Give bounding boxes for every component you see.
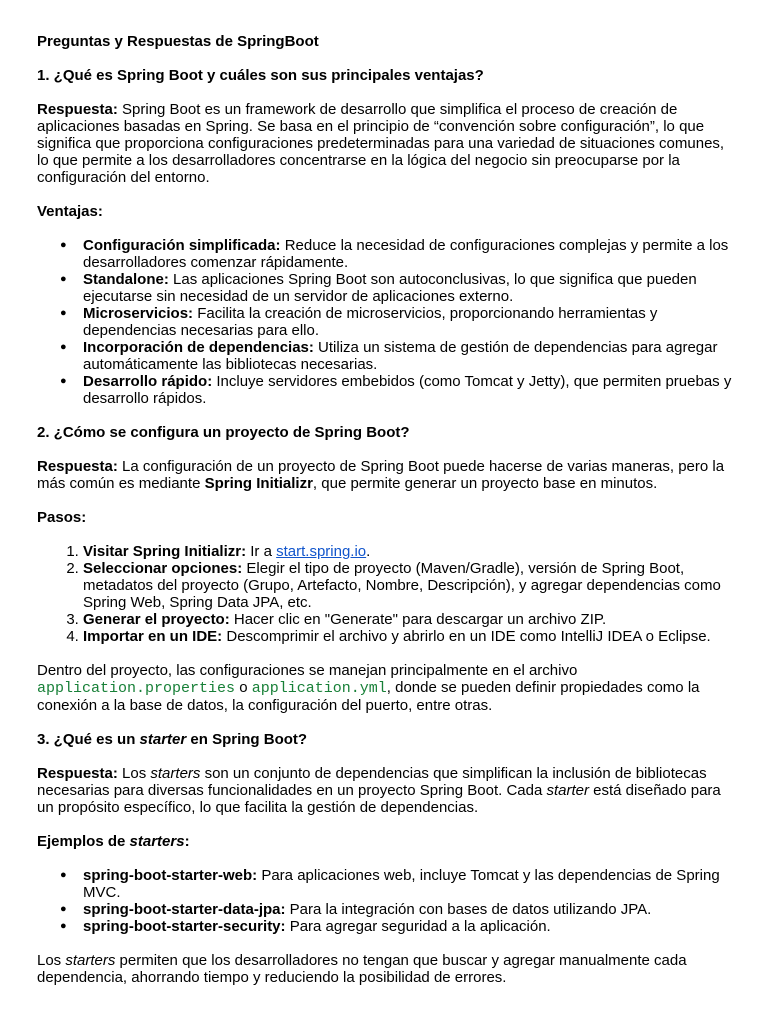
config-paragraph: Dentro del proyecto, las configuraciones se manejan principalmente en el archivo application.properties o application.yml, donde se pueden definir propiedades como la conexión a la base de datos, la configuración del puerto, entre otras. xyxy=(37,662,700,714)
question-2-heading: 2. ¿Cómo se configura un proyecto de Spring Boot? xyxy=(37,424,410,441)
answer-1-paragraph xyxy=(37,101,732,186)
answer-label: Respuesta: xyxy=(37,458,118,475)
list-item: ● Desarrollo rápido: Incluye servidores embebidos (como Tomcat y Jetty), que permiten pruebas y desarrollo rápidos. xyxy=(83,373,732,407)
starters-list xyxy=(37,867,732,935)
list-item: 1. Visitar Spring Initializr: Ir a start.spring.io. xyxy=(83,543,732,560)
list-item: ● spring-boot-starter-data-jpa: Para la integración con bases de datos utilizando JPA. xyxy=(83,901,732,918)
steps-heading: Pasos: xyxy=(37,509,87,526)
list-item: ● spring-boot-starter-web: Para aplicaciones web, incluye Tomcat y las dependencias de Spring MVC. xyxy=(83,867,732,901)
list-item: 2. Seleccionar opciones: Elegir el tipo de proyecto (Maven/Gradle), versión de Spring Boot, metadatos del proyecto (Grupo, Artefacto, Nombre, Descripción), y agregar dependencias como Spring Web, Spring Data JPA, etc. xyxy=(83,560,732,611)
answer-3-paragraph: Respuesta: Los starters son un conjunto de dependencias que simplifican la inclusión de bibliotecas necesarias para diversas funcionalidades en un proyecto Spring Boot. Cada starter está diseñado para un propósito específico, lo que facilita la gestión de dependencias. xyxy=(37,765,721,816)
answer-label: Respuesta: xyxy=(37,101,118,118)
question-3-heading: 3. ¿Qué es un starter en Spring Boot? xyxy=(37,731,308,748)
list-item: ● Configuración simplificada: Reduce la necesidad de configuraciones complejas y permite a los desarrolladores comenzar rápidamente. xyxy=(83,237,732,271)
answer-label: Respuesta: xyxy=(37,765,118,782)
answer-2-paragraph: Respuesta: La configuración de un proyecto de Spring Boot puede hacerse de varias maneras, pero la más común es mediante Spring Initializr, que permite generar un proyecto base en minutos. xyxy=(37,458,725,492)
list-item: ● Microservicios: Facilita la creación de microservicios, proporcionando herramientas y dependencias necesarias para ello. xyxy=(83,305,732,339)
document-title: Preguntas y Respuestas de SpringBoot xyxy=(37,33,319,50)
spring-initializr-link[interactable]: start.spring.io xyxy=(276,543,367,560)
code-application-yml: application.yml xyxy=(251,680,387,697)
list-item: 4. Importar en un IDE: Descomprimir el archivo y abrirlo en un IDE como IntelliJ IDEA o Eclipse. xyxy=(83,628,732,645)
list-item: ● spring-boot-starter-security: Para agregar seguridad a la aplicación. xyxy=(83,918,732,935)
list-item: ● Incorporación de dependencias: Utiliza un sistema de gestión de dependencias para agregar automáticamente las bibliotecas necesarias. xyxy=(83,339,732,373)
examples-heading: Ejemplos de starters: xyxy=(37,833,190,850)
answer-text: Spring Boot es un framework de desarrollo que simplifica el proceso de creación de aplicaciones basadas en Spring. Se basa en el principio de “convención sobre configuración”, lo que significa que proporciona configuraciones predeterminadas para una variedad de situaciones comunes, lo que permite a los desarrolladores concentrarse en la lógica del negocio sin preocuparse por la configuración del entorno. xyxy=(37,101,725,186)
closing-paragraph: Los starters permiten que los desarrolladores no tengan que buscar y agregar manualmente cada dependencia, ahorrando tiempo y reduciendo la posibilidad de errores. xyxy=(37,952,687,986)
question-1-heading: 1. ¿Qué es Spring Boot y cuáles son sus principales ventajas? xyxy=(37,67,484,84)
list-item: ● Standalone: Las aplicaciones Spring Boot son autoconclusivas, lo que significa que pueden ejecutarse sin necesidad de un servidor de aplicaciones externo. xyxy=(83,271,732,305)
advantages-list xyxy=(37,237,732,407)
code-application-properties: application.properties xyxy=(37,680,236,697)
advantages-heading: Ventajas: xyxy=(37,203,103,220)
steps-list xyxy=(37,543,732,645)
list-item: 3. Generar el proyecto: Hacer clic en "Generate" para descargar un archivo ZIP. xyxy=(83,611,732,628)
